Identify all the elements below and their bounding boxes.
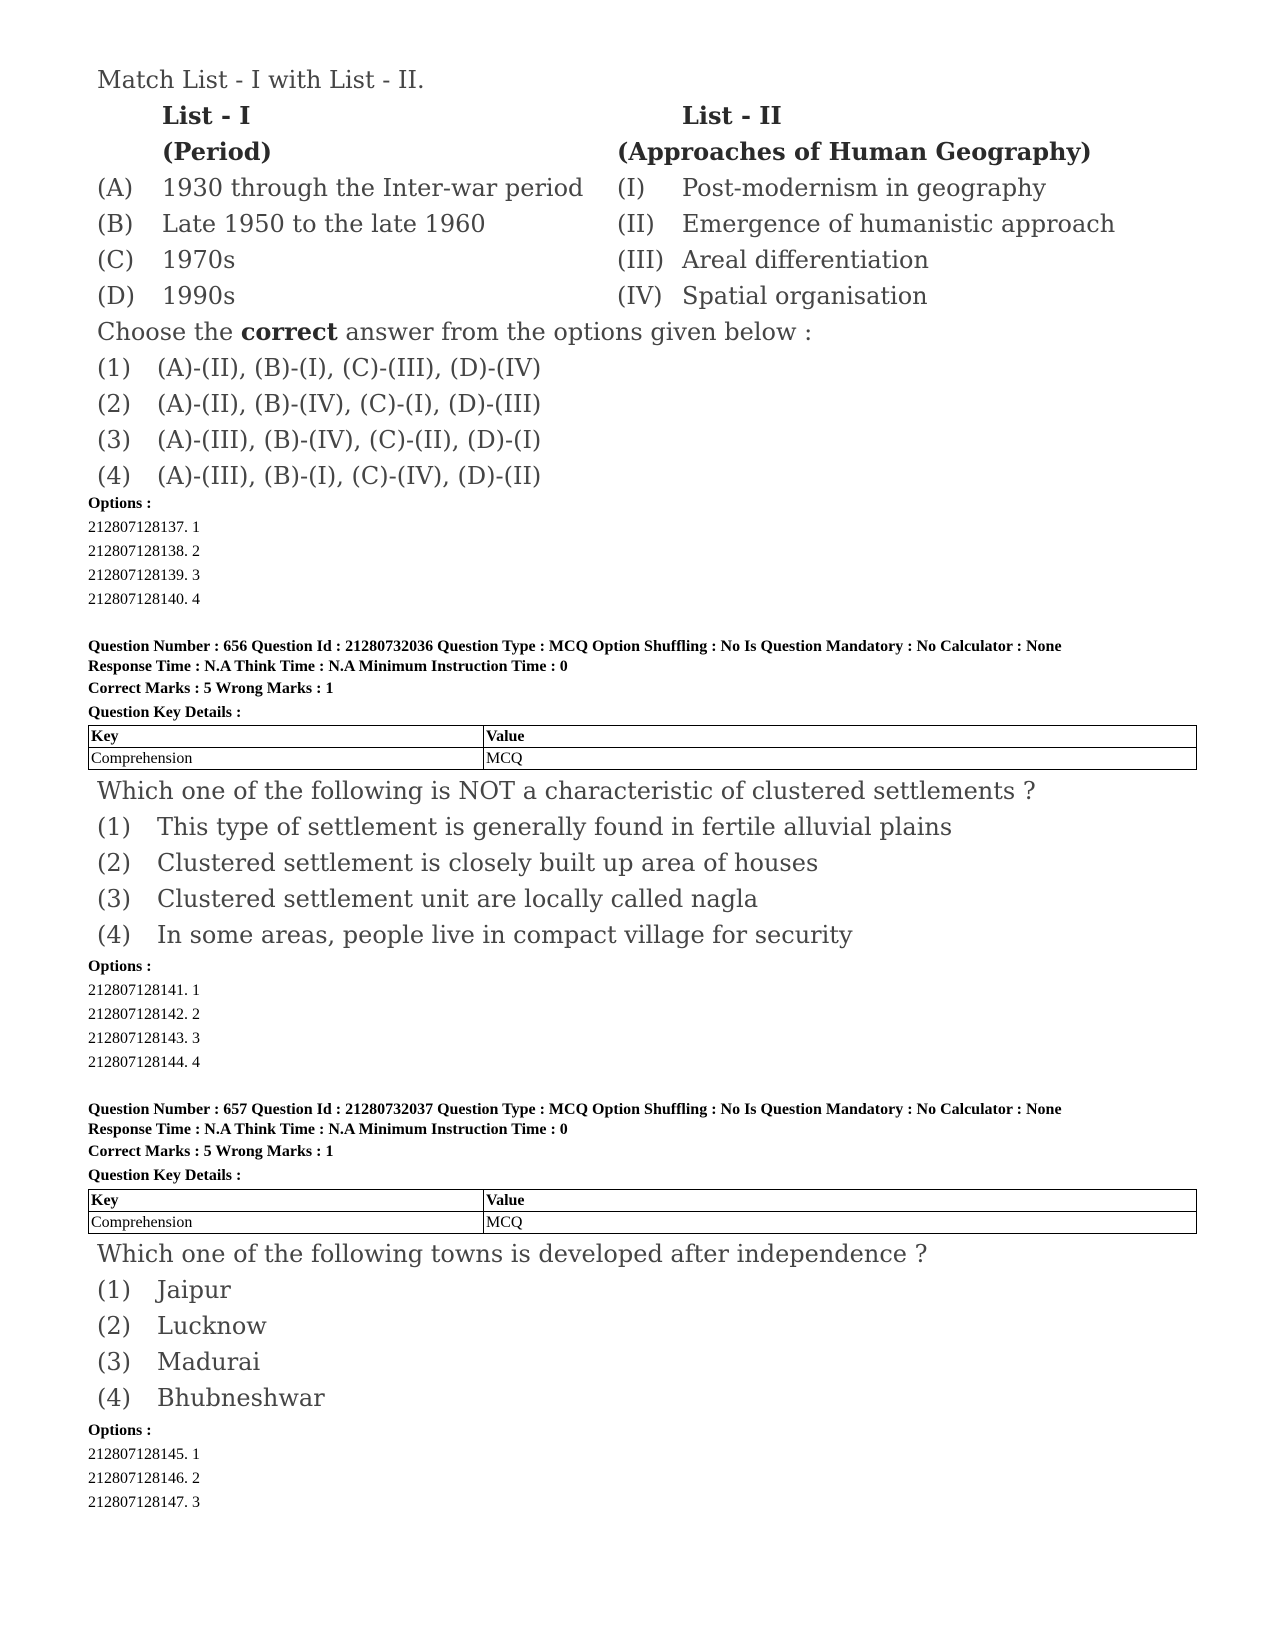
q657-meta: [88, 1100, 1062, 1188]
key-details-label: Question Key Details :: [88, 1167, 242, 1184]
question-text: Which one of the following is NOT a characteristic of clustered settlements ?: [97, 777, 1036, 805]
marks-line: Correct Marks : 5 Wrong Marks : 1: [88, 680, 334, 697]
answer-choice: (4) (A)-(III), (B)-(I), (C)-(IV), (D)-(II): [97, 462, 542, 490]
answer-choice: (1) (A)-(II), (B)-(I), (C)-(III), (D)-(IV): [97, 354, 542, 382]
q656-question-image: [97, 773, 1097, 953]
question-timing-line: Response Time : N.A Think Time : N.A Minimum Instruction Time : 0: [88, 658, 568, 675]
answer-choice: (2) Clustered settlement is closely built up area of houses: [97, 849, 819, 877]
pair-label: (B): [97, 210, 134, 238]
pair-approach: Areal differentiation: [682, 246, 929, 274]
q657-question-image: [97, 1236, 1097, 1416]
pair-roman: (IV): [617, 282, 663, 310]
question-text: Which one of the following towns is developed after independence ?: [97, 1240, 928, 1268]
option-item: 212807128141. 1: [88, 982, 200, 999]
pair-roman: (II): [617, 210, 655, 238]
q657-key-table: [88, 1189, 1197, 1234]
q657-options: [88, 1419, 200, 1515]
pair-period: 1930 through the Inter-war period: [162, 174, 584, 202]
table-header-value: Value: [484, 726, 1197, 748]
table-cell-value: MCQ: [484, 748, 1197, 770]
table-header-key: Key: [89, 726, 484, 748]
list1-subheading: (Period): [162, 137, 272, 166]
answer-choice: (1) Jaipur: [97, 1276, 231, 1304]
q656-key-table: [88, 725, 1197, 770]
option-item: 212807128137. 1: [88, 519, 200, 536]
options-label: Options :: [88, 495, 152, 512]
match-pair: [97, 278, 1097, 314]
pair-approach: Spatial organisation: [682, 282, 928, 310]
pair-period: 1970s: [162, 246, 236, 274]
answer-choice: (2) Lucknow: [97, 1312, 267, 1340]
pair-label: (A): [97, 174, 134, 202]
q655-intro: Match List - I with List - II.: [97, 66, 425, 94]
answer-choice: (3) Madurai: [97, 1348, 261, 1376]
pair-label: (D): [97, 282, 135, 310]
answer-choice: (3) Clustered settlement unit are locally called nagla: [97, 885, 759, 913]
pair-approach: Emergence of humanistic approach: [682, 210, 1116, 238]
options-label: Options :: [88, 958, 152, 975]
match-pair: [97, 206, 1116, 242]
answer-choice: (4) In some areas, people live in compact village for security: [97, 921, 853, 949]
table-cell-key: Comprehension: [89, 1212, 484, 1234]
pair-roman: (I): [617, 174, 646, 202]
answer-choice: (4) Bhubneshwar: [97, 1384, 325, 1412]
answer-choice: (3) (A)-(III), (B)-(IV), (C)-(II), (D)-(I): [97, 426, 542, 454]
answer-choice: (1) This type of settlement is generally found in fertile alluvial plains: [97, 813, 953, 841]
pair-label: (C): [97, 246, 135, 274]
list2-heading: List - II: [682, 101, 782, 130]
pair-approach: Post-modernism in geography: [682, 174, 1047, 202]
marks-line: Correct Marks : 5 Wrong Marks : 1: [88, 1143, 334, 1160]
q655-options: [88, 492, 200, 612]
answer-choice: (2) (A)-(II), (B)-(IV), (C)-(I), (D)-(III): [97, 390, 542, 418]
key-details-label: Question Key Details :: [88, 704, 242, 721]
q655-instruction: Choose the correct answer from the options given below :: [97, 317, 813, 346]
pair-period: Late 1950 to the late 1960: [162, 210, 486, 238]
list1-heading: List - I: [162, 101, 251, 130]
option-item: 212807128138. 2: [88, 543, 200, 560]
option-item: 212807128146. 2: [88, 1470, 200, 1487]
options-label: Options :: [88, 1422, 152, 1439]
table-header-key: Key: [89, 1190, 484, 1212]
match-pair: [97, 170, 1097, 206]
table-cell-key: Comprehension: [89, 748, 484, 770]
option-item: 212807128143. 3: [88, 1030, 200, 1047]
q656-meta: [88, 637, 1062, 725]
table-cell-value: MCQ: [484, 1212, 1197, 1234]
pair-period: 1990s: [162, 282, 236, 310]
option-item: 212807128145. 1: [88, 1446, 200, 1463]
pair-roman: (III): [617, 246, 665, 274]
question-timing-line: Response Time : N.A Think Time : N.A Minimum Instruction Time : 0: [88, 1121, 568, 1138]
option-item: 212807128142. 2: [88, 1006, 200, 1023]
question-meta-line: Question Number : 657 Question Id : 21280732037 Question Type : MCQ Option Shuffling : No Is Question Mandatory : No Calculator : None: [88, 1101, 1062, 1118]
option-item: 212807128144. 4: [88, 1054, 200, 1071]
q655-question-image: [97, 62, 1116, 494]
list2-subheading: (Approaches of Human Geography): [617, 137, 1092, 166]
table-header-value: Value: [484, 1190, 1197, 1212]
option-item: 212807128147. 3: [88, 1494, 200, 1511]
option-item: 212807128139. 3: [88, 567, 200, 584]
option-item: 212807128140. 4: [88, 591, 200, 608]
q656-options: [88, 955, 200, 1075]
match-pair: [97, 242, 1097, 278]
question-meta-line: Question Number : 656 Question Id : 21280732036 Question Type : MCQ Option Shuffling : No Is Question Mandatory : No Calculator : None: [88, 638, 1062, 655]
